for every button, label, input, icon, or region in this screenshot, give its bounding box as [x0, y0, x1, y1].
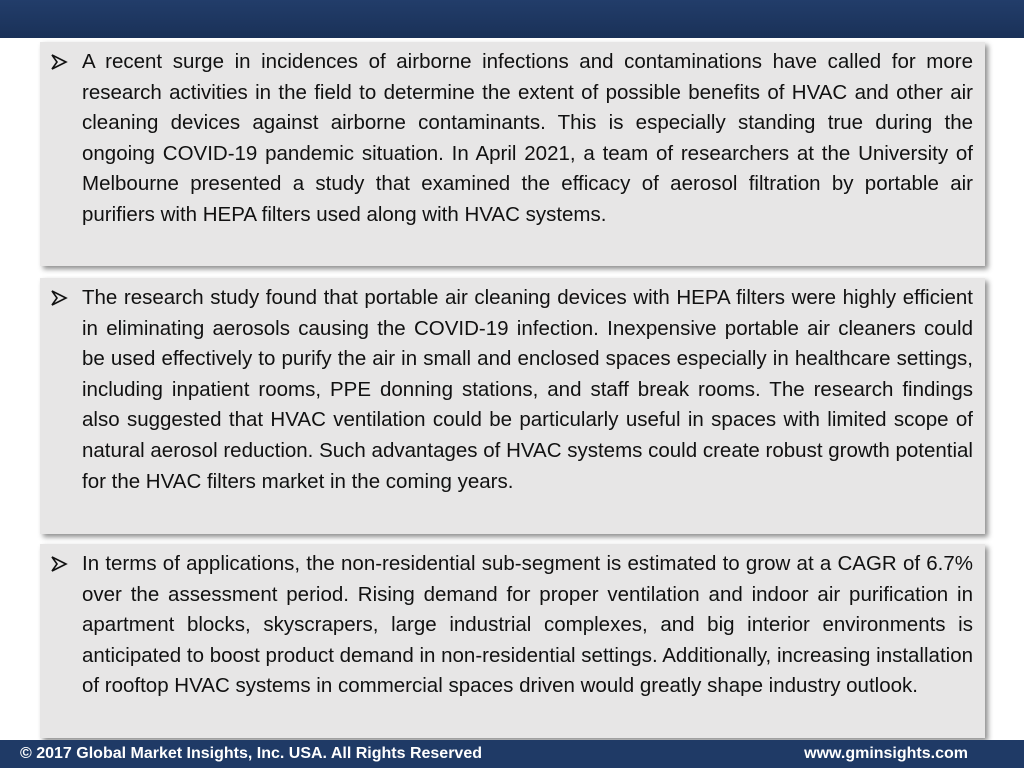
bullet-text-3: In terms of applications, the non-residential sub-segment is estimated to grow at a CAGR of 6.7% over the assessment period. Rising demand for proper ventilation and indoor air purification in apartment blocks, skyscrapers, large industrial complexes, and big interior environments is anticipated to boost product demand in non-residential settings. Additionally, increasing installation of rooftop HVAC systems in commercial spaces driven would greatly shape industry outlook.	[82, 552, 973, 698]
bullet-item-2	[50, 283, 973, 497]
bullet-card-2	[40, 278, 985, 534]
footer-copyright: © 2017 Global Market Insights, Inc. USA. All Rights Reserved	[20, 745, 482, 762]
arrow-bullet-icon	[50, 53, 68, 71]
footer-bar	[0, 740, 1024, 768]
bullet-card-3	[40, 544, 985, 738]
footer-website-link[interactable]: www.gminsights.com	[804, 745, 968, 762]
bullet-item-3	[50, 549, 973, 702]
arrow-bullet-icon	[50, 555, 68, 573]
header-band	[0, 0, 1024, 38]
bullet-text-2: The research study found that portable air cleaning devices with HEPA filters were highly efficient in eliminating aerosols causing the COVID-19 infection. Inexpensive portable air cleaners could be used effectively to purify the air in small and enclosed spaces especially in healthcare settings, including inpatient rooms, PPE donning stations, and staff break rooms. The research findings also suggested that HVAC ventilation could be particularly useful in spaces with limited scope of natural aerosol reduction. Such advantages of HVAC systems could create robust growth potential for the HVAC filters market in the coming years.	[82, 286, 973, 493]
bullet-text-1: A recent surge in incidences of airborne infections and contaminations have called for more research activities in the field to determine the extent of possible benefits of HVAC and other air cleaning devices against airborne contaminants. This is especially standing true during the ongoing COVID-19 pandemic situation. In April 2021, a team of researchers at the University of Melbourne presented a study that examined the efficacy of aerosol filtration by portable air purifiers with HEPA filters used along with HVAC systems.	[82, 50, 973, 226]
bullet-item-1	[50, 47, 973, 231]
bullet-card-1	[40, 42, 985, 266]
arrow-bullet-icon	[50, 289, 68, 307]
